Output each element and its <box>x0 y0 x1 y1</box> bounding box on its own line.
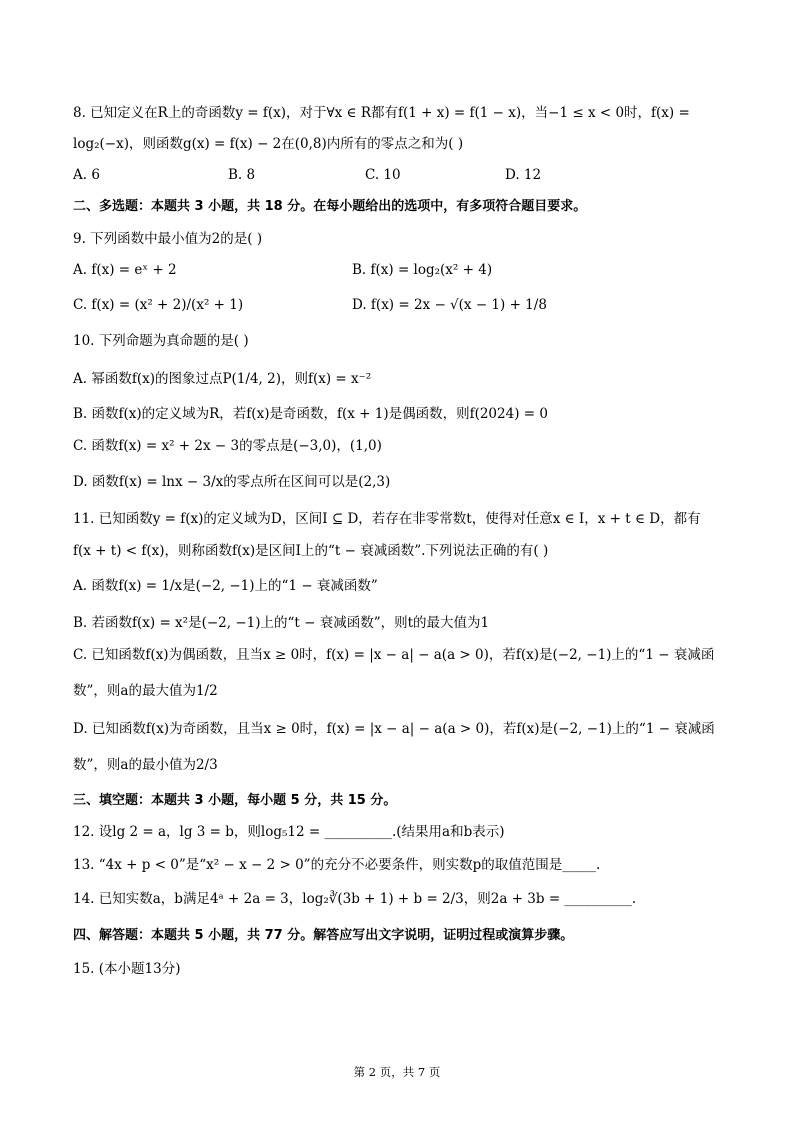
q13-stem: 13. “4x + p < 0”是“x² − x − 2 > 0”的充分不必要条件，则实数p的取值范围是_____. <box>73 857 601 873</box>
q11-option-d-line1: D. 已知函数f(x)为奇函数，且当x ≥ 0时，f(x) = |x − a| − a(a > 0)，若f(x)是(−2, −1)上的“1 − 衰减函 <box>73 721 715 737</box>
section-solution: 四、解答题：本题共 5 小题，共 77 分。解答应写出文字说明，证明过程或演算步骤。 <box>73 928 574 943</box>
q10-option-d: D. 函数f(x) = lnx − 3/x的零点所在区间可以是(2,3) <box>73 474 391 490</box>
q8-option-d: D. 12 <box>505 167 542 183</box>
q10-option-b: B. 函数f(x)的定义域为R，若f(x)是奇函数，f(x + 1)是偶函数，则f(2024) = 0 <box>73 406 548 422</box>
section-multiple-choice: 二、多选题：本题共 3 小题，共 18 分。在每小题给出的选项中，有多项符合题目要求。 <box>73 199 587 214</box>
q10-stem: 10. 下列命题为真命题的是( ) <box>73 333 249 349</box>
q11-option-d-line2: 数”，则a的最小值为2/3 <box>73 757 218 773</box>
q8-option-b: B. 8 <box>228 167 256 183</box>
q10-option-c: C. 函数f(x) = x² + 2x − 3的零点是(−3,0)，(1,0) <box>73 438 382 454</box>
q11-option-a: A. 函数f(x) = 1/x是(−2, −1)上的“1 − 衰减函数” <box>73 578 378 594</box>
q11-option-b: B. 若函数f(x) = x²是(−2, −1)上的“t − 衰减函数”，则t的最大值为1 <box>73 615 490 631</box>
q9-option-a: A. f(x) = eˣ + 2 <box>73 262 177 278</box>
q11-stem-line1: 11. 已知函数y = f(x)的定义域为D，区间I ⊆ D，若存在非零常数t，使得对任意x ∈ I，x + t ∈ D，都有 <box>73 511 701 527</box>
q10-option-a: A. 幂函数f(x)的图象过点P(1/4, 2)，则f(x) = x⁻² <box>73 371 372 387</box>
q9-option-b: B. f(x) = log₂(x² + 4) <box>352 262 493 278</box>
q15-heading: 15. (本小题13分) <box>73 961 181 977</box>
q8-stem-line1: 8. 已知定义在R上的奇函数y = f(x)，对于∀x ∈ R都有f(1 + x) = f(1 − x)，当−1 ≤ x < 0时，f(x) = <box>73 105 690 121</box>
page-footer: 第 2 页，共 7 页 <box>353 1065 441 1079</box>
q8-stem-line2: log₂(−x)，则函数g(x) = f(x) − 2在(0,8)内所有的零点之和为( ) <box>73 136 464 152</box>
q11-stem-line2: f(x + t) < f(x)，则称函数f(x)是区间I上的“t − 衰减函数”.下列说法正确的有( ) <box>73 543 549 559</box>
q8-option-c: C. 10 <box>365 167 401 183</box>
q11-option-c-line2: 数”，则a的最大值为1/2 <box>73 683 218 699</box>
q9-option-c: C. f(x) = (x² + 2)/(x² + 1) <box>73 297 244 313</box>
q12-stem: 12. 设lg 2 = a，lg 3 = b，则log₅12 = __________.(结果用a和b表示) <box>73 824 505 840</box>
q9-option-d: D. f(x) = 2x − √(x − 1) + 1/8 <box>352 297 547 313</box>
section-fill-in: 三、填空题：本题共 3 小题，每小题 5 分，共 15 分。 <box>73 793 397 808</box>
q8-option-a: A. 6 <box>73 167 100 183</box>
q11-option-c-line1: C. 已知函数f(x)为偶函数，且当x ≥ 0时，f(x) = |x − a| − a(a > 0)，若f(x)是(−2, −1)上的“1 − 衰减函 <box>73 647 715 663</box>
q9-stem: 9. 下列函数中最小值为2的是( ) <box>73 231 263 247</box>
q14-stem: 14. 已知实数a，b满足4ᵃ + 2a = 3，log₂∛(3b + 1) + b = 2/3，则2a + 3b = __________. <box>73 891 637 907</box>
